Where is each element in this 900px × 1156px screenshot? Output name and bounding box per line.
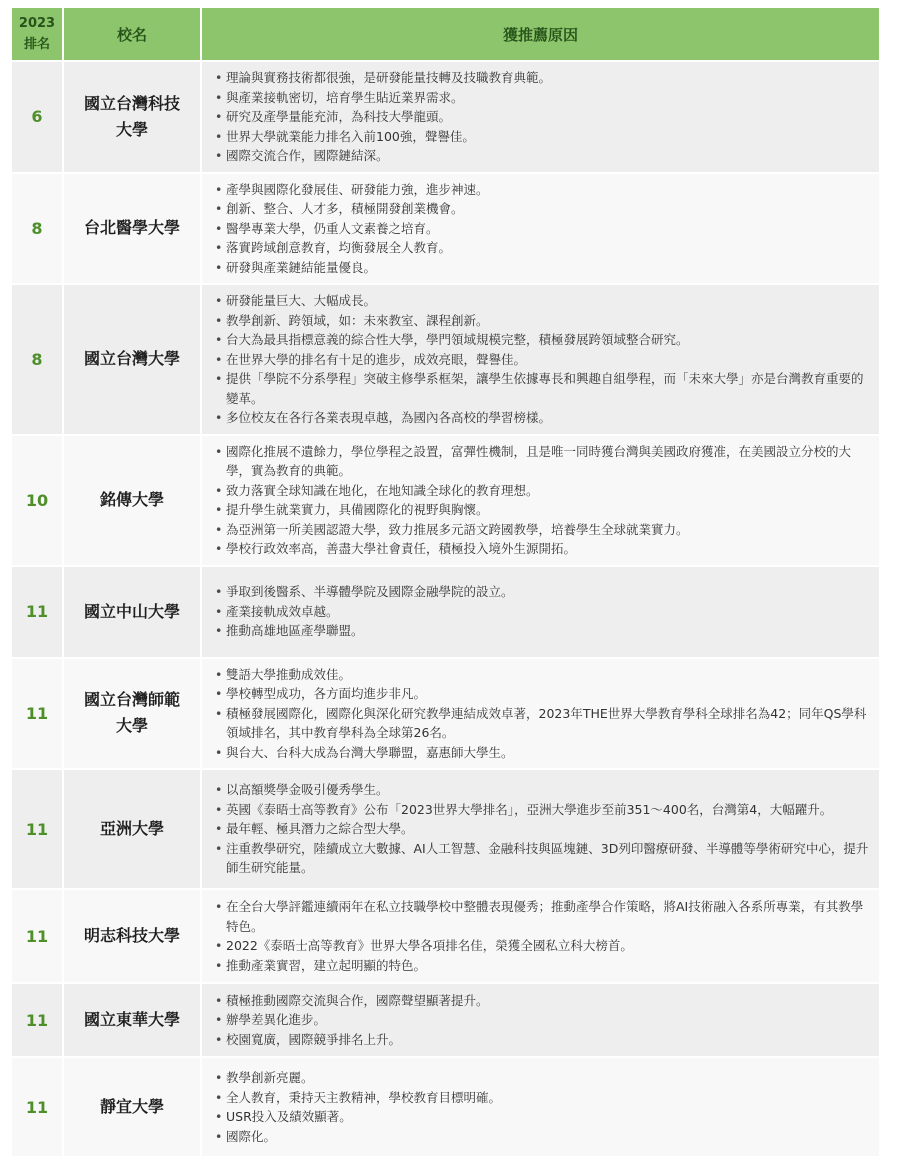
header-school-name: 校名 xyxy=(62,8,200,60)
reason-item: • 世界大學就業能力排名入前100強，聲譽佳。 xyxy=(214,127,871,147)
reason-item: • 辦學差異化進步。 xyxy=(214,1010,871,1030)
reason-list xyxy=(214,442,871,559)
table-row xyxy=(12,657,879,769)
reason-cell xyxy=(200,768,879,888)
reason-item: • 英國《泰晤士高等教育》公布「2023世界大學排名」，亞洲大學進步至前351～400名，台灣第4，大幅躍升。 xyxy=(214,800,871,820)
reason-cell xyxy=(200,283,879,434)
rank-cell: 11 xyxy=(12,565,62,657)
reason-item: • 積極推動國際交流與合作，國際聲望顯著提升。 xyxy=(214,991,871,1011)
school-name-cell: 國立中山大學 xyxy=(62,565,200,657)
rank-cell: 8 xyxy=(12,172,62,284)
reason-item: • 研究及產學量能充沛，為科技大學龍頭。 xyxy=(214,107,871,127)
reason-cell xyxy=(200,172,879,284)
reason-item: • 致力落實全球知識在地化，在地知識全球化的教育理想。 xyxy=(214,481,871,501)
reason-item: • 台大為最具指標意義的綜合性大學，學門領域規模完整，積極發展跨領域整合研究。 xyxy=(214,330,871,350)
reason-item: • 學校行政效率高，善盡大學社會責任，積極投入境外生源開拓。 xyxy=(214,539,871,559)
reason-item: • 國際化推展不遺餘力，學位學程之設置，富彈性機制，且是唯一同時獲台灣與美國政府獲准，在美國設立分校的大學，實為教育的典範。 xyxy=(214,442,871,481)
reason-cell xyxy=(200,1056,879,1156)
table-row xyxy=(12,888,879,982)
reason-item: • 產業接軌成效卓越。 xyxy=(214,602,871,622)
reason-item: • 醫學專業大學，仍重人文素養之培育。 xyxy=(214,219,871,239)
reason-item: • 推動產業實習，建立起明顯的特色。 xyxy=(214,956,871,976)
reason-cell xyxy=(200,434,879,565)
table-row xyxy=(12,768,879,888)
rank-cell: 11 xyxy=(12,888,62,982)
header-rank xyxy=(12,8,62,60)
school-name-cell: 靜宜大學 xyxy=(62,1056,200,1156)
reason-list xyxy=(214,291,871,428)
rank-cell: 11 xyxy=(12,1056,62,1156)
reason-item: • 落實跨域創意教育，均衡發展全人教育。 xyxy=(214,238,871,258)
reason-item: • 教學創新、跨領域，如：未來教室、課程創新。 xyxy=(214,311,871,331)
rank-cell: 8 xyxy=(12,283,62,434)
table-row xyxy=(12,565,879,657)
rank-cell: 6 xyxy=(12,60,62,172)
reason-list xyxy=(214,180,871,278)
reason-item: • 在世界大學的排名有十足的進步，成效亮眼，聲譽佳。 xyxy=(214,350,871,370)
reason-cell xyxy=(200,888,879,982)
reason-item: • 教學創新亮麗。 xyxy=(214,1068,871,1088)
table-row xyxy=(12,60,879,172)
school-name-cell: 國立台灣師範大學 xyxy=(62,657,200,769)
school-name-cell: 銘傳大學 xyxy=(62,434,200,565)
table-row xyxy=(12,434,879,565)
reason-item: • 研發能量巨大、大幅成長。 xyxy=(214,291,871,311)
rank-cell: 10 xyxy=(12,434,62,565)
reason-list xyxy=(214,991,871,1050)
reason-item: • 全人教育，秉持天主教精神，學校教育目標明確。 xyxy=(214,1088,871,1108)
reason-item: • 理論與實務技術都很強，是研發能量技轉及技職教育典範。 xyxy=(214,68,871,88)
reason-list xyxy=(214,1068,871,1146)
reason-item: • 注重教學研究，陸續成立大數據、AI人工智慧、金融科技與區塊鏈、3D列印醫療研發、半導體等學術研究中心，提升師生研究能量。 xyxy=(214,839,871,878)
rank-cell: 11 xyxy=(12,657,62,769)
table-header xyxy=(12,8,879,60)
table-row xyxy=(12,283,879,434)
school-name-cell: 國立東華大學 xyxy=(62,982,200,1056)
reason-list xyxy=(214,780,871,878)
reason-item: • 多位校友在各行各業表現卓越，為國內各高校的學習榜樣。 xyxy=(214,408,871,428)
school-name-cell: 國立台灣科技大學 xyxy=(62,60,200,172)
reason-item: • 提供「學院不分系學程」突破主修學系框架，讓學生依據專長和興趣自組學程，而「未來大學」亦是台灣教育重要的變革。 xyxy=(214,369,871,408)
reason-item: • 為亞洲第一所美國認證大學，致力推展多元語文跨國教學，培養學生全球就業實力。 xyxy=(214,520,871,540)
reason-item: • 研發與產業鏈結能量優良。 xyxy=(214,258,871,278)
reason-item: • 國際化。 xyxy=(214,1127,871,1147)
header-reason: 獲推薦原因 xyxy=(200,8,879,60)
reason-item: • 校園寬廣，國際競爭排名上升。 xyxy=(214,1030,871,1050)
reason-item: • 積極發展國際化，國際化與深化研究教學連結成效卓著，2023年THE世界大學教育學科全球排名為42；同年QS學科領域排名，其中教育學科為全球第26名。 xyxy=(214,704,871,743)
table-row xyxy=(12,172,879,284)
reason-list xyxy=(214,897,871,975)
table-body xyxy=(12,60,879,1156)
reason-item: • 創新、整合、人才多，積極開發創業機會。 xyxy=(214,199,871,219)
reason-list xyxy=(214,68,871,166)
reason-list xyxy=(214,665,871,763)
table-row xyxy=(12,982,879,1056)
reason-item: • 學校轉型成功，各方面均進步非凡。 xyxy=(214,684,871,704)
reason-item: • 雙語大學推動成效佳。 xyxy=(214,665,871,685)
reason-item: • 最年輕、極具潛力之綜合型大學。 xyxy=(214,819,871,839)
rank-cell: 11 xyxy=(12,982,62,1056)
reason-item: • 產學與國際化發展佳、研發能力強，進步神速。 xyxy=(214,180,871,200)
header-rank-label: 2023 排名 xyxy=(18,16,56,52)
reason-item: • 推動高雄地區產學聯盟。 xyxy=(214,621,871,641)
reason-item: • 以高額獎學金吸引優秀學生。 xyxy=(214,780,871,800)
ranking-table xyxy=(12,8,879,1156)
reason-item: • 在全台大學評鑑連續兩年在私立技職學校中整體表現優秀；推動產學合作策略，將AI技術融入各系所專業，有其教學特色。 xyxy=(214,897,871,936)
school-name-cell: 台北醫學大學 xyxy=(62,172,200,284)
reason-item: • USR投入及績效顯著。 xyxy=(214,1107,871,1127)
table-row xyxy=(12,1056,879,1156)
reason-item: • 2022《泰晤士高等教育》世界大學各項排名佳，榮獲全國私立科大榜首。 xyxy=(214,936,871,956)
reason-item: • 爭取到後醫系、半導體學院及國際金融學院的設立。 xyxy=(214,582,871,602)
reason-list xyxy=(214,582,871,641)
reason-item: • 與產業接軌密切，培育學生貼近業界需求。 xyxy=(214,88,871,108)
reason-cell xyxy=(200,565,879,657)
reason-cell xyxy=(200,657,879,769)
reason-cell xyxy=(200,982,879,1056)
school-name-cell: 明志科技大學 xyxy=(62,888,200,982)
rank-cell: 11 xyxy=(12,768,62,888)
reason-cell xyxy=(200,60,879,172)
school-name-cell: 亞洲大學 xyxy=(62,768,200,888)
school-name-cell: 國立台灣大學 xyxy=(62,283,200,434)
reason-item: • 國際交流合作，國際鏈結深。 xyxy=(214,146,871,166)
reason-item: • 與台大、台科大成為台灣大學聯盟，嘉惠師大學生。 xyxy=(214,743,871,763)
reason-item: • 提升學生就業實力，具備國際化的視野與胸懷。 xyxy=(214,500,871,520)
header-row xyxy=(12,8,879,60)
ranking-table-container xyxy=(12,8,879,1156)
